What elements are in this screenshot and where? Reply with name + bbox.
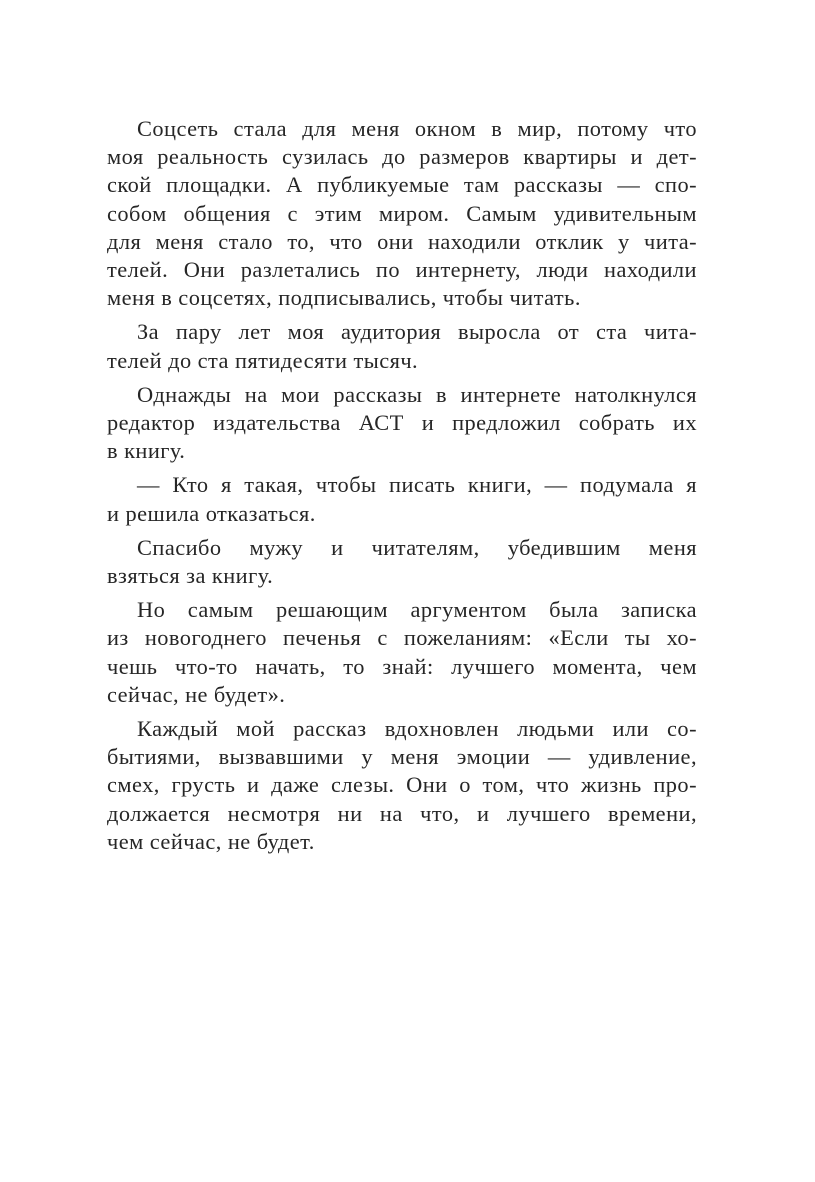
text-line: Спасибо мужу и читателям, убедившим меня — [137, 534, 697, 560]
text-line: Но самым решающим аргументом была записка — [137, 597, 697, 623]
text-line: редактор издательства АСТ и предложил собрать их — [107, 410, 697, 436]
paragraph — [107, 534, 697, 590]
text-line: чешь что-то начать, то знай: лучшего момента, чем — [107, 653, 697, 679]
text-line: бытиями, вызвавшими у меня эмоции — удивление, — [107, 744, 697, 770]
paragraph — [107, 115, 697, 312]
text-line: взяться за книгу. — [107, 563, 274, 589]
text-line: Соцсеть стала для меня окном в мир, потому что — [137, 116, 697, 141]
text-line: сейчас, не будет». — [107, 681, 286, 707]
text-line: должается несмотря ни на что, и лучшего времени, — [107, 800, 697, 826]
text-line: чем сейчас, не будет. — [107, 828, 315, 854]
text-line: телей до ста пятидесяти тысяч. — [107, 347, 419, 373]
paragraph — [107, 318, 697, 374]
text-line: Каждый мой рассказ вдохновлен людьми или со- — [137, 716, 697, 742]
text-line: меня в соцсетях, подписывались, чтобы читать. — [107, 285, 581, 311]
text-line: собом общения с этим миром. Самым удивительным — [107, 200, 697, 226]
paragraph — [107, 715, 697, 856]
text-line: ской площадки. А публикуемые там рассказы — спо- — [107, 172, 697, 198]
text-line: моя реальность сузилась до размеров квартиры и дет- — [107, 144, 697, 170]
text-line: и решила отказаться. — [107, 500, 316, 526]
text-line: смех, грусть и даже слезы. Они о том, что жизнь про- — [107, 772, 697, 798]
paragraph — [107, 471, 697, 527]
body-text — [107, 115, 697, 862]
text-line: в книгу. — [107, 438, 186, 464]
text-line: из новогоднего печенья с пожеланиям: «Если ты хо- — [107, 625, 697, 651]
text-line: За пару лет моя аудитория выросла от ста чита- — [137, 319, 697, 345]
text-line: Однажды на мои рассказы в интернете натолкнулся — [137, 381, 697, 407]
text-line: для меня стало то, что они находили отклик у чита- — [107, 228, 697, 254]
text-line: телей. Они разлетались по интернету, люди находили — [107, 257, 697, 283]
paragraph — [107, 381, 697, 466]
text-line: — Кто я такая, чтобы писать книги, — подумала я — [137, 472, 697, 498]
paragraph — [107, 596, 697, 709]
